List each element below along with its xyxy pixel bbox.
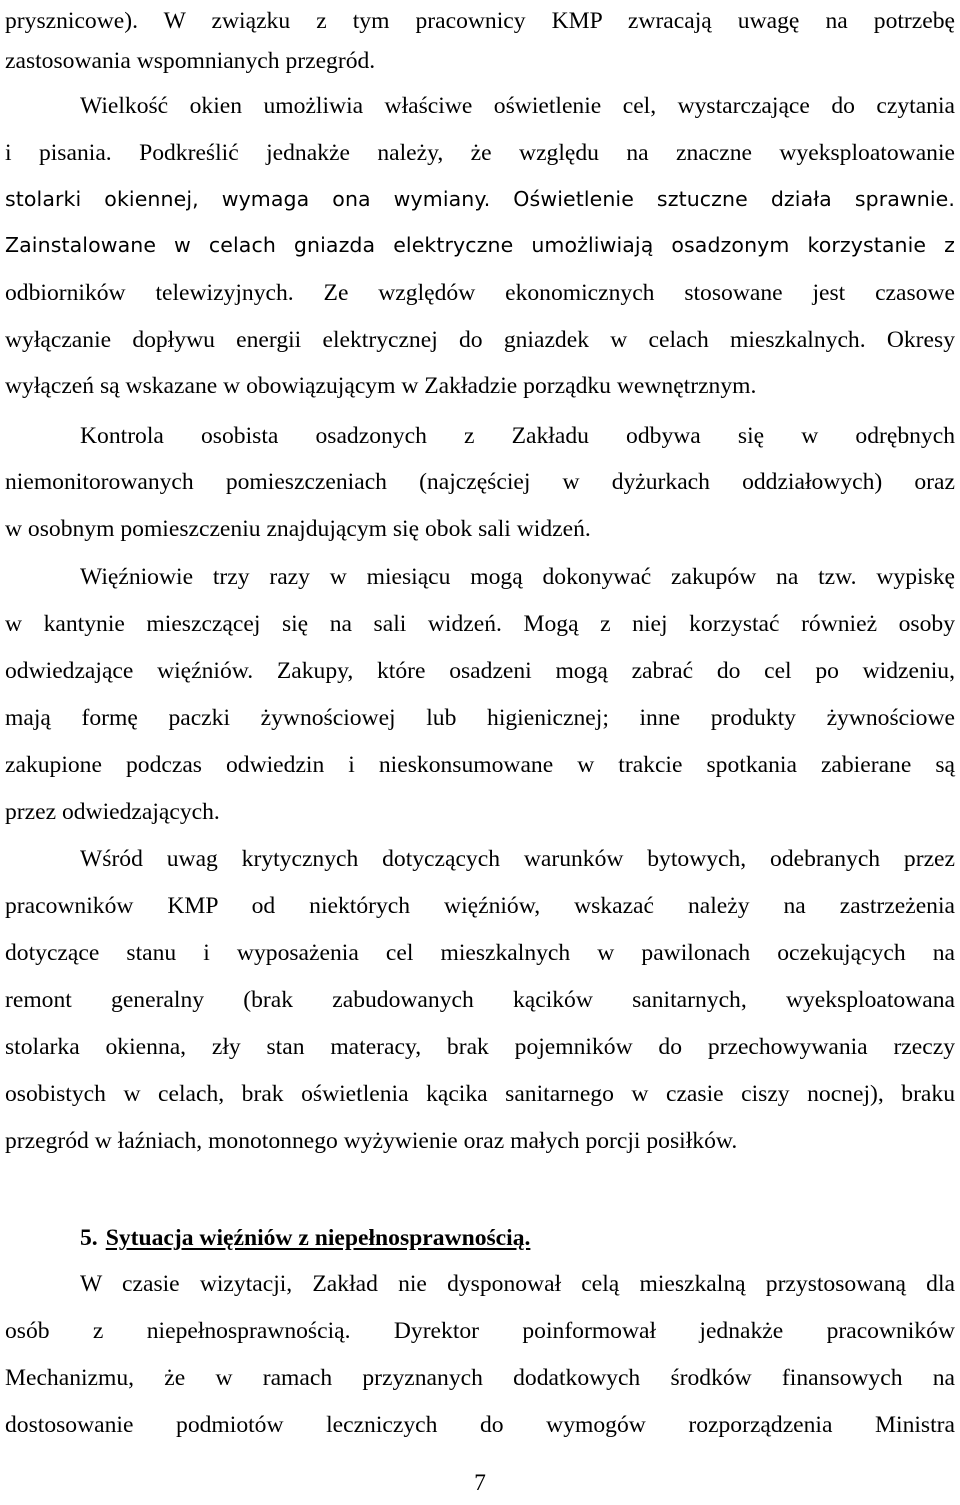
text-line: dostosowanie podmiotów leczniczych do wymogów rozporządzenia Ministra — [5, 1412, 955, 1438]
text-line: stolarki okiennej, wymaga ona wymiany. Oświetlenie sztuczne działa sprawnie. — [5, 187, 955, 211]
paragraph-first-line: Więźniowie trzy razy w miesiącu mogą dokonywać zakupów na tzw. wypiskę — [80, 564, 955, 590]
page-number: 7 — [474, 1470, 486, 1496]
text-line: Mechanizmu, że w ramach przyznanych dodatkowych środków finansowych na — [5, 1365, 955, 1391]
section-number: 5. — [80, 1225, 98, 1251]
text-line: i pisania. Podkreślić jednakże należy, że względu na znaczne wyeksploatowanie — [5, 140, 955, 166]
text-line: mają formę paczki żywnościowej lub higienicznej; inne produkty żywnościowe — [5, 705, 955, 731]
paragraph-first-line: Kontrola osobista osadzonych z Zakładu odbywa się w odrębnych — [80, 423, 955, 449]
text-line: zakupione podczas odwiedzin i nieskonsumowane w trakcie spotkania zabierane są — [5, 752, 955, 778]
text-line: w kantynie mieszczącej się na sali widzeń. Mogą z niej korzystać również osoby — [5, 611, 955, 637]
text-line: w osobnym pomieszczeniu znajdującym się obok sali widzeń. — [5, 516, 591, 542]
text-line: stolarka okienna, zły stan materacy, brak pojemników do przechowywania rzeczy — [5, 1034, 955, 1060]
text-line: pracowników KMP od niektórych więźniów, wskazać należy na zastrzeżenia — [5, 893, 955, 919]
text-line: osobistych w celach, brak oświetlenia kącika sanitarnego w czasie ciszy nocnej), braku — [5, 1081, 955, 1107]
paragraph-first-line: W czasie wizytacji, Zakład nie dysponował celą mieszkalną przystosowaną dla — [80, 1271, 955, 1297]
text-line: przegród w łaźniach, monotonnego wyżywienie oraz małych porcji posiłków. — [5, 1128, 738, 1154]
paragraph-first-line: Wśród uwag krytycznych dotyczących warunków bytowych, odebranych przez — [80, 846, 955, 872]
text-line: remont generalny (brak zabudowanych kącików sanitarnych, wyeksploatowana — [5, 987, 955, 1013]
text-line: wyłączanie dopływu energii elektrycznej do gniazdek w celach mieszkalnych. Okresy — [5, 327, 955, 353]
text-line: niemonitorowanych pomieszczeniach (najczęściej w dyżurkach oddziałowych) oraz — [5, 469, 955, 495]
text-line: odbiorników telewizyjnych. Ze względów ekonomicznych stosowane jest czasowe — [5, 280, 955, 306]
text-line: osób z niepełnosprawnością. Dyrektor poinformował jednakże pracowników — [5, 1318, 955, 1344]
text-line: Zainstalowane w celach gniazda elektryczne umożliwiają osadzonym korzystanie z — [5, 233, 955, 257]
section-heading — [80, 1223, 530, 1253]
text-line: odwiedzające więźniów. Zakupy, które osadzeni mogą zabrać do cel po widzeniu, — [5, 658, 955, 684]
text-line: dotyczące stanu i wyposażenia cel mieszkalnych w pawilonach oczekujących na — [5, 940, 955, 966]
text-line: przez odwiedzających. — [5, 799, 220, 825]
text-line: wyłączeń są wskazane w obowiązującym w Zakładzie porządku wewnętrznym. — [5, 373, 757, 399]
section-title: Sytuacja więźniów z niepełnosprawnością. — [105, 1225, 531, 1251]
paragraph-first-line: Wielkość okien umożliwia właściwe oświetlenie cel, wystarczające do czytania — [80, 93, 955, 119]
text-line: pryszniсowe). W związku z tym pracownicy KMP zwracają uwagę na potrzebę — [5, 8, 955, 34]
text-line: zastosowania wspomnianych przegród. — [5, 48, 376, 74]
